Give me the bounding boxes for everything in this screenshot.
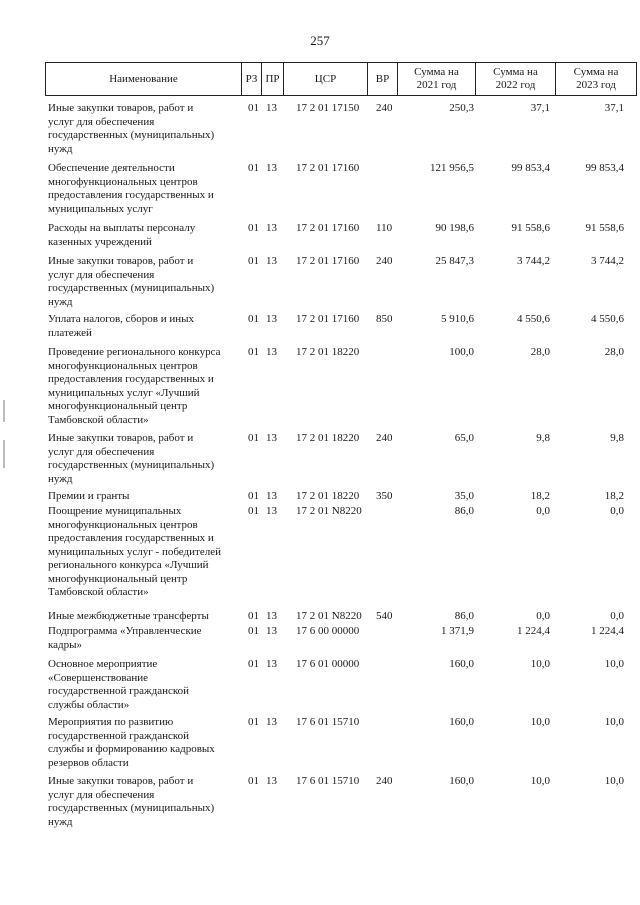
row-name: Иные закупки товаров, работ и услуг для обеспечения государственных (муниципальных) нужд bbox=[48, 432, 215, 485]
row-vr: 240 bbox=[376, 102, 393, 114]
row-csr: 17 6 01 15710 bbox=[296, 775, 360, 787]
row-sum-2022: 10,0 bbox=[530, 775, 550, 787]
scan-margin-mark bbox=[3, 400, 5, 422]
row-sum-2021: 65,0 bbox=[454, 432, 474, 444]
row-pr: 13 bbox=[266, 432, 277, 444]
row-sum-2021: 121 956,5 bbox=[430, 162, 474, 174]
row-pr: 13 bbox=[266, 162, 277, 174]
row-pr: 13 bbox=[266, 346, 277, 358]
row-name: Иные закупки товаров, работ и услуг для обеспечения государственных (муниципальных) нужд bbox=[48, 102, 215, 155]
row-sum-2023: 0,0 bbox=[610, 505, 624, 517]
row-sum-2021: 160,0 bbox=[449, 658, 474, 670]
row-rz: 01 bbox=[248, 346, 259, 358]
row-sum-2022: 28,0 bbox=[530, 346, 550, 358]
row-pr: 13 bbox=[266, 222, 277, 234]
row-csr: 17 2 01 18220 bbox=[296, 346, 360, 358]
row-sum-2021: 250,3 bbox=[449, 102, 474, 114]
row-rz: 01 bbox=[248, 222, 259, 234]
row-sum-2022: 99 853,4 bbox=[511, 162, 550, 174]
row-pr: 13 bbox=[266, 255, 277, 267]
row-vr: 240 bbox=[376, 432, 393, 444]
row-vr: 240 bbox=[376, 255, 393, 267]
row-sum-2021: 100,0 bbox=[449, 346, 474, 358]
row-csr: 17 2 01 17160 bbox=[296, 222, 360, 234]
row-pr: 13 bbox=[266, 505, 277, 517]
row-vr: 350 bbox=[376, 490, 393, 502]
header-sum-2022: Сумма на 2022 год bbox=[476, 63, 556, 95]
row-rz: 01 bbox=[248, 505, 259, 517]
row-sum-2023: 1 224,4 bbox=[591, 625, 624, 637]
scan-margin-mark bbox=[3, 440, 5, 468]
row-sum-2023: 3 744,2 bbox=[591, 255, 624, 267]
row-sum-2021: 160,0 bbox=[449, 775, 474, 787]
row-csr: 17 2 01 N8220 bbox=[296, 505, 362, 517]
row-pr: 13 bbox=[266, 102, 277, 114]
row-sum-2021: 35,0 bbox=[454, 490, 474, 502]
row-csr: 17 6 00 00000 bbox=[296, 625, 360, 637]
row-vr: 240 bbox=[376, 775, 393, 787]
row-name: Иные закупки товаров, работ и услуг для обеспечения государственных (муниципальных) нужд bbox=[48, 255, 215, 308]
row-sum-2023: 99 853,4 bbox=[585, 162, 624, 174]
row-sum-2021: 25 847,3 bbox=[435, 255, 474, 267]
row-sum-2021: 1 371,9 bbox=[441, 625, 474, 637]
row-sum-2021: 86,0 bbox=[454, 610, 474, 622]
header-rz: РЗ bbox=[242, 63, 262, 95]
row-vr: 850 bbox=[376, 313, 393, 325]
row-name: Проведение регионального конкурса многофункциональных центров предоставления государственных и муниципальных услуг «Лучший многофункциональный центр Тамбовской области» bbox=[48, 346, 221, 426]
row-pr: 13 bbox=[266, 490, 277, 502]
row-pr: 13 bbox=[266, 775, 277, 787]
row-pr: 13 bbox=[266, 610, 277, 622]
row-name: Иные межбюджетные трансферты bbox=[48, 610, 209, 622]
row-csr: 17 2 01 18220 bbox=[296, 490, 360, 502]
row-sum-2022: 18,2 bbox=[530, 490, 550, 502]
row-rz: 01 bbox=[248, 313, 259, 325]
header-pr: ПР bbox=[262, 63, 284, 95]
row-csr: 17 6 01 00000 bbox=[296, 658, 360, 670]
row-sum-2023: 0,0 bbox=[610, 610, 624, 622]
row-csr: 17 2 01 17150 bbox=[296, 102, 360, 114]
row-name: Уплата налогов, сборов и иных платежей bbox=[48, 313, 195, 339]
row-name: Премии и гранты bbox=[48, 490, 130, 502]
row-sum-2023: 4 550,6 bbox=[591, 313, 624, 325]
row-rz: 01 bbox=[248, 775, 259, 787]
row-sum-2022: 0,0 bbox=[536, 610, 550, 622]
row-sum-2022: 9,8 bbox=[536, 432, 550, 444]
row-sum-2023: 28,0 bbox=[604, 346, 624, 358]
row-csr: 17 2 01 17160 bbox=[296, 162, 360, 174]
row-pr: 13 bbox=[266, 625, 277, 637]
row-sum-2023: 10,0 bbox=[604, 775, 624, 787]
header-vr: ВР bbox=[368, 63, 398, 95]
row-rz: 01 bbox=[248, 432, 259, 444]
row-sum-2022: 3 744,2 bbox=[517, 255, 550, 267]
row-rz: 01 bbox=[248, 102, 259, 114]
row-sum-2023: 37,1 bbox=[604, 102, 624, 114]
row-name: Основное мероприятие «Совершенствование государственной гражданской службы области» bbox=[48, 658, 190, 711]
header-csr: ЦСР bbox=[284, 63, 368, 95]
row-sum-2022: 10,0 bbox=[530, 716, 550, 728]
row-rz: 01 bbox=[248, 490, 259, 502]
row-rz: 01 bbox=[248, 716, 259, 728]
row-sum-2023: 10,0 bbox=[604, 716, 624, 728]
row-rz: 01 bbox=[248, 162, 259, 174]
row-sum-2023: 10,0 bbox=[604, 658, 624, 670]
row-name: Иные закупки товаров, работ и услуг для обеспечения государственных (муниципальных) нужд bbox=[48, 775, 215, 828]
header-sum-2021: Сумма на 2021 год bbox=[398, 63, 476, 95]
row-rz: 01 bbox=[248, 658, 259, 670]
row-sum-2021: 160,0 bbox=[449, 716, 474, 728]
row-sum-2022: 37,1 bbox=[530, 102, 550, 114]
row-name: Обеспечение деятельности многофункциональных центров предоставления государственных и муниципальных услуг bbox=[48, 162, 214, 215]
page-number: 257 bbox=[310, 33, 330, 48]
row-sum-2022: 0,0 bbox=[536, 505, 550, 517]
row-csr: 17 2 01 N8220 bbox=[296, 610, 362, 622]
row-vr: 110 bbox=[376, 222, 393, 234]
row-vr: 540 bbox=[376, 610, 393, 622]
row-sum-2023: 9,8 bbox=[610, 432, 624, 444]
row-csr: 17 2 01 17160 bbox=[296, 313, 360, 325]
row-sum-2023: 18,2 bbox=[604, 490, 624, 502]
row-name: Мероприятия по развитию государственной гражданской службы и формированию кадровых резервов области bbox=[48, 716, 215, 769]
row-pr: 13 bbox=[266, 716, 277, 728]
row-name: Поощрение муниципальных многофункциональных центров предоставления государственных и муниципальных услуг - победителей регионального конкурса «Лучший многофункциональный центр Тамбовской области» bbox=[48, 505, 221, 598]
row-csr: 17 2 01 17160 bbox=[296, 255, 360, 267]
row-rz: 01 bbox=[248, 625, 259, 637]
row-csr: 17 6 01 15710 bbox=[296, 716, 360, 728]
row-pr: 13 bbox=[266, 313, 277, 325]
row-sum-2022: 4 550,6 bbox=[517, 313, 550, 325]
row-name: Подпрограмма «Управленческие кадры» bbox=[48, 625, 202, 651]
row-sum-2021: 86,0 bbox=[454, 505, 474, 517]
header-name: Наименование bbox=[46, 63, 242, 95]
row-csr: 17 2 01 18220 bbox=[296, 432, 360, 444]
row-rz: 01 bbox=[248, 610, 259, 622]
row-sum-2022: 1 224,4 bbox=[517, 625, 550, 637]
row-sum-2022: 91 558,6 bbox=[511, 222, 550, 234]
row-name: Расходы на выплаты персоналу казенных учреждений bbox=[48, 222, 196, 248]
row-pr: 13 bbox=[266, 658, 277, 670]
row-sum-2022: 10,0 bbox=[530, 658, 550, 670]
row-rz: 01 bbox=[248, 255, 259, 267]
row-sum-2023: 91 558,6 bbox=[585, 222, 624, 234]
table-header bbox=[45, 62, 637, 96]
row-sum-2021: 90 198,6 bbox=[435, 222, 474, 234]
row-sum-2021: 5 910,6 bbox=[441, 313, 474, 325]
header-sum-2023: Сумма на 2023 год bbox=[573, 66, 619, 91]
